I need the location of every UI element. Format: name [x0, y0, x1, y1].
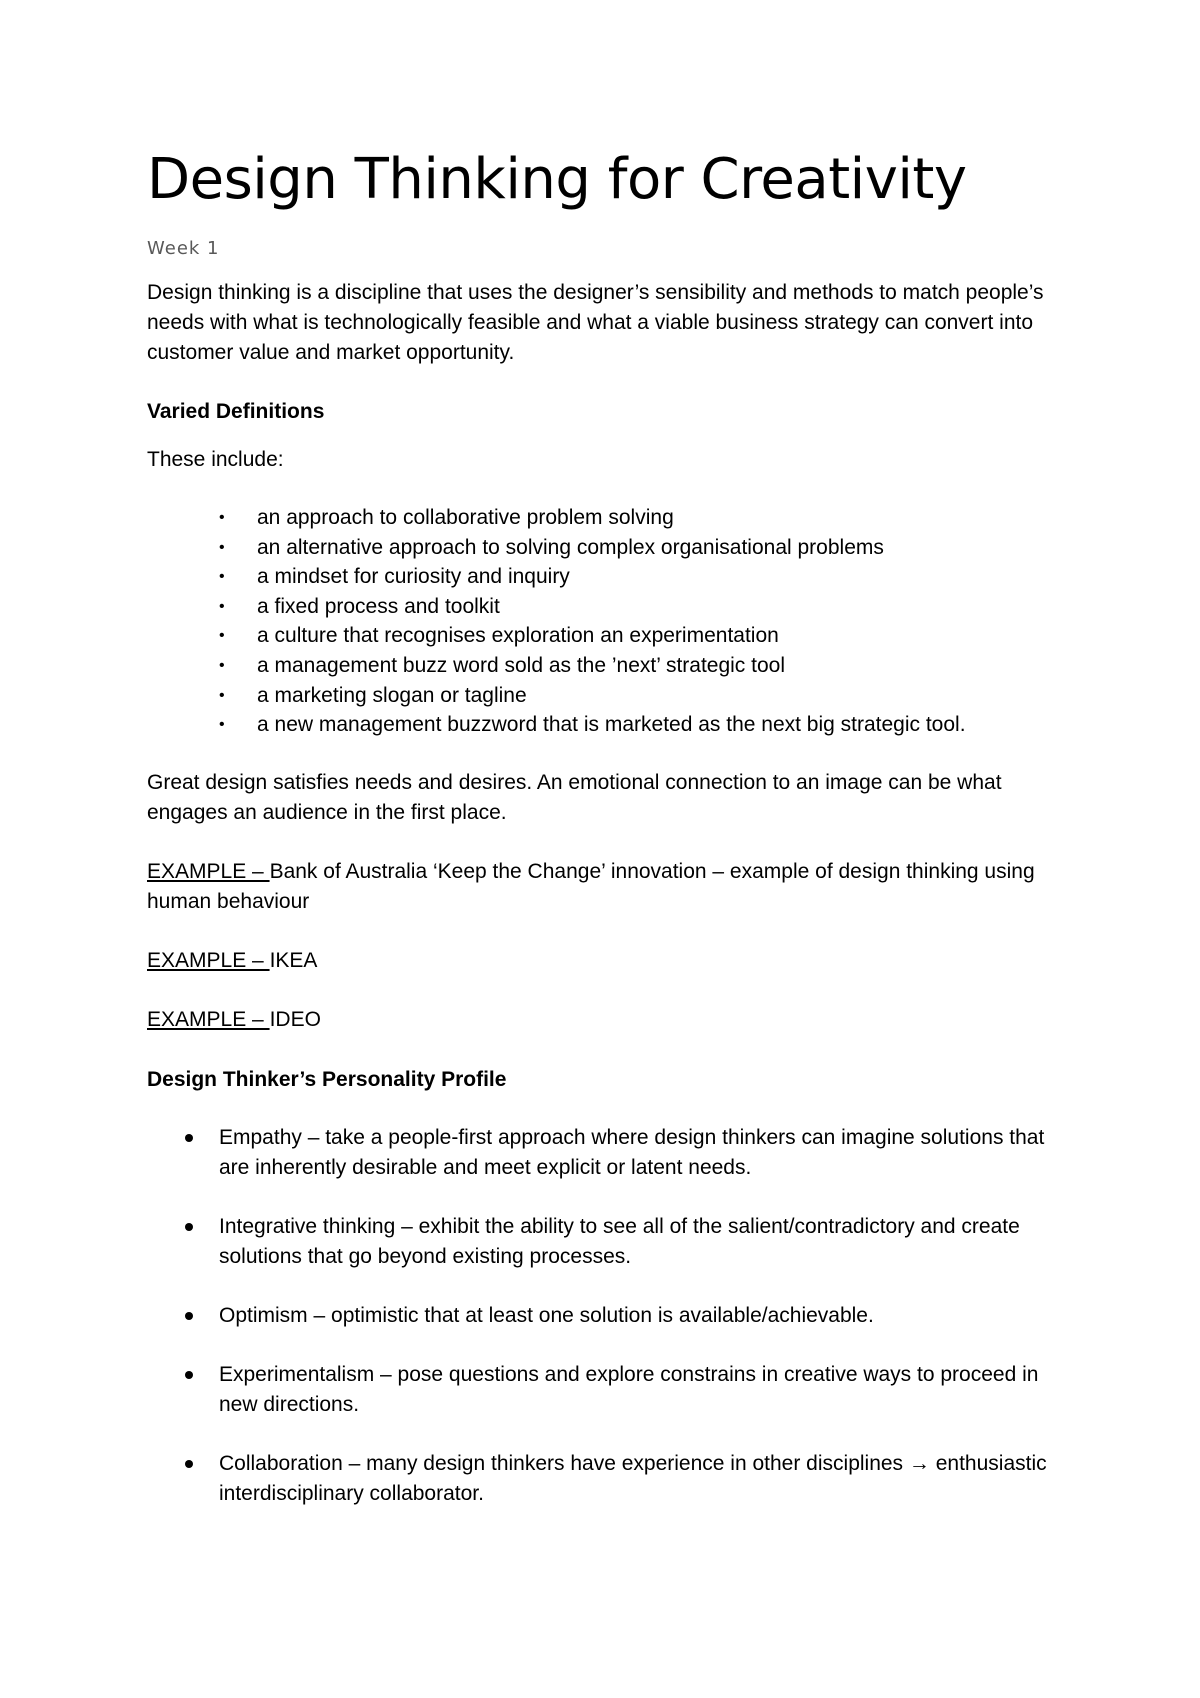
list-item — [219, 621, 1077, 651]
list-item-text: an alternative approach to solving complex organisational problems — [257, 535, 884, 559]
list-item — [183, 1301, 1077, 1331]
bullet-dot-icon — [185, 1371, 193, 1379]
list-item — [183, 1123, 1077, 1183]
bullet-icon: • — [219, 686, 225, 704]
example-label: EXAMPLE – — [147, 1007, 270, 1031]
list-item — [219, 503, 1077, 533]
list-item — [219, 710, 1077, 740]
list-item-text: Empathy – take a people-first approach where design thinkers can imagine solutions that are inherently desirable and meet explicit or latent needs. — [219, 1125, 1045, 1179]
example-label: EXAMPLE – — [147, 859, 270, 883]
list-item — [219, 533, 1077, 563]
week-subtitle: Week 1 — [147, 238, 220, 259]
definitions-lead: These include: — [147, 448, 284, 471]
bullet-icon: • — [219, 568, 225, 586]
example-paragraph — [147, 857, 1077, 917]
list-item-text: Integrative thinking – exhibit the ability to see all of the salient/contradictory and create solutions that go beyond existing processes. — [219, 1214, 1020, 1268]
list-item — [219, 592, 1077, 622]
list-item-text: Collaboration – many design thinkers have experience in other disciplines → enthusiastic interdisciplinary collaborator. — [219, 1451, 1047, 1505]
list-item-text: a mindset for curiosity and inquiry — [257, 565, 570, 589]
great-design-paragraph: Great design satisfies needs and desires. An emotional connection to an image can be what engages an audience in the first place. — [147, 770, 1002, 824]
list-item — [183, 1449, 1077, 1509]
example-text: IKEA — [269, 948, 318, 972]
list-item-text: a culture that recognises exploration an experimentation — [257, 624, 779, 648]
example-paragraph — [147, 946, 1077, 976]
list-item-text: a marketing slogan or tagline — [257, 683, 527, 707]
bullet-dot-icon — [185, 1223, 193, 1231]
list-item-text: Optimism – optimistic that at least one solution is available/achievable. — [219, 1303, 874, 1327]
list-item — [219, 681, 1077, 711]
definitions-list — [147, 503, 1077, 740]
bullet-icon: • — [219, 656, 225, 674]
list-item-text: a management buzz word sold as the ’next’ strategic tool — [257, 653, 786, 677]
list-item-text: a new management buzzword that is marketed as the next big strategic tool. — [257, 713, 966, 737]
bullet-icon: • — [219, 538, 225, 556]
list-item — [219, 651, 1077, 681]
document-body — [147, 140, 1077, 1538]
bullet-icon: • — [219, 627, 225, 645]
bullet-icon: • — [219, 597, 225, 615]
example-label: EXAMPLE – — [147, 948, 270, 972]
bullet-dot-icon — [185, 1460, 193, 1468]
definitions-heading: Varied Definitions — [147, 400, 325, 423]
list-item-text: Experimentalism – pose questions and explore constrains in creative ways to proceed in new directions. — [219, 1362, 1039, 1416]
example-text: Bank of Australia ‘Keep the Change’ innovation – example of design thinking using human behaviour — [147, 859, 1035, 913]
example-paragraph — [147, 1005, 1077, 1035]
profile-heading: Design Thinker’s Personality Profile — [147, 1067, 507, 1091]
traits-list — [147, 1123, 1077, 1509]
list-item-text: a fixed process and toolkit — [257, 594, 500, 618]
list-item — [183, 1360, 1077, 1420]
bullet-dot-icon — [185, 1134, 193, 1142]
page-title: Design Thinking for Creativity — [147, 147, 967, 212]
bullet-dot-icon — [185, 1312, 193, 1320]
list-item — [219, 562, 1077, 592]
list-item — [183, 1212, 1077, 1272]
intro-paragraph: Design thinking is a discipline that uses the designer’s sensibility and methods to match people’s needs with what is technologically feasible and what a viable business strategy can convert into customer value and market opportunity. — [147, 281, 1044, 364]
list-item-text: an approach to collaborative problem solving — [257, 506, 674, 529]
example-text: IDEO — [269, 1007, 321, 1031]
bullet-icon: • — [219, 509, 225, 526]
bullet-icon: • — [219, 716, 225, 734]
